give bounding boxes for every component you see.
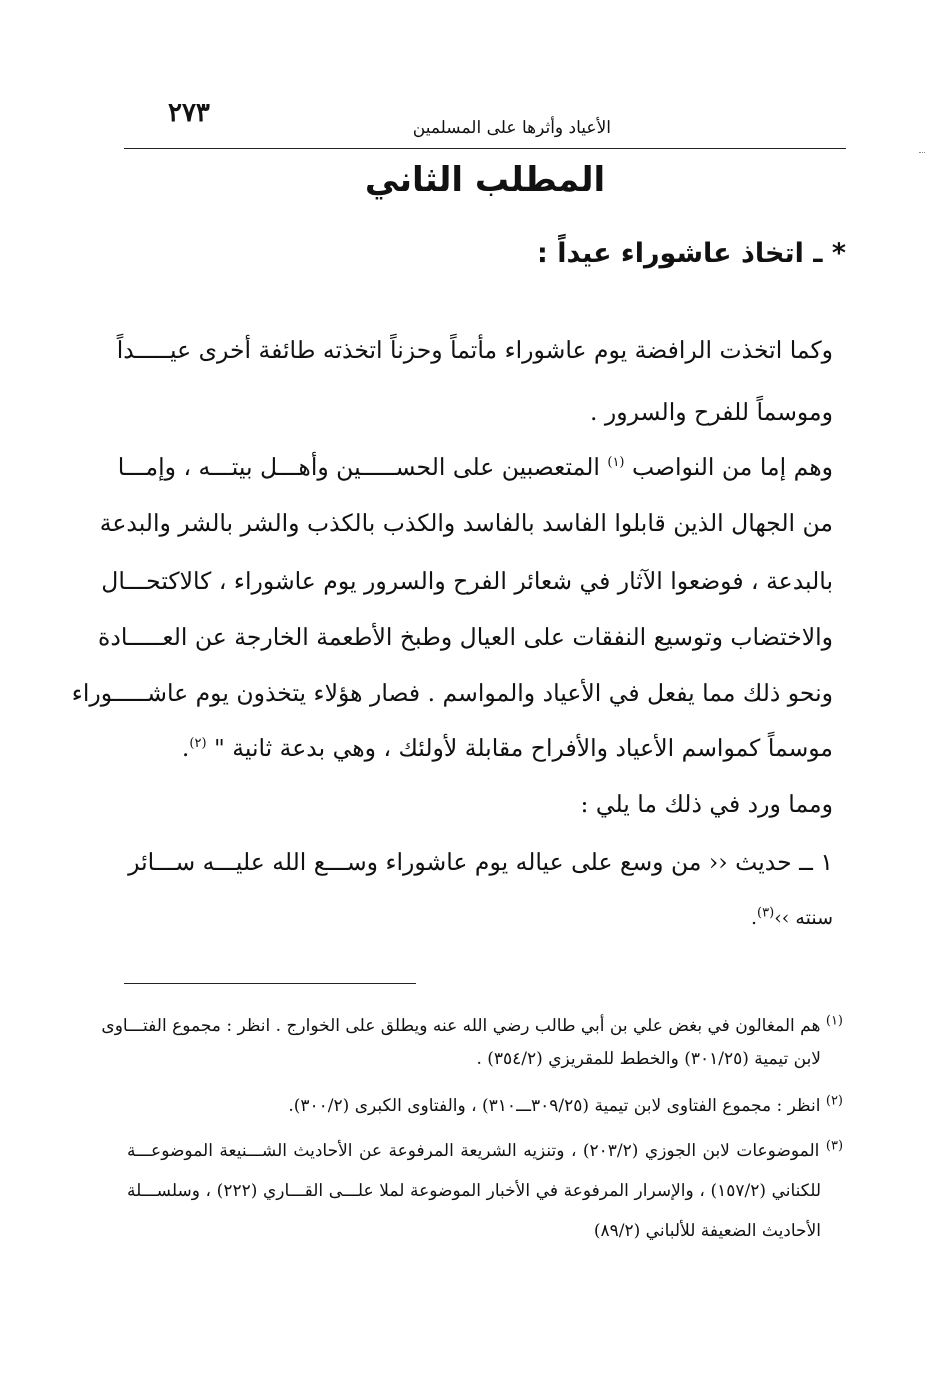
body-line-8-text: موسماً كمواسم الأعياد والأفراح مقابلة لأولئك ، وهي بدعة ثانية "	[206, 734, 833, 762]
footnote-rule	[124, 983, 416, 984]
running-title: الأعياد وأثرها على المسلمين	[412, 118, 611, 138]
body-line-8	[128, 728, 833, 768]
footnote-2	[127, 1092, 843, 1120]
footnote-1-marker: (١)	[825, 1013, 843, 1029]
scan-speck	[919, 152, 925, 155]
footnote-1-line-2: لابن تيمية (٣٠١/٢٥) والخطط للمقريزي (٣٥٤/٢) .	[476, 1049, 821, 1069]
body-line-5: بالبدعة ، فوضعوا الآثار في شعائر الفرح والسرور يوم عاشوراء ، كالاكتحـــال	[101, 567, 833, 595]
footnote-3-line-1	[127, 1137, 843, 1165]
body-line-1: وكما اتخذت الرافضة يوم عاشوراء مأتماً وحزناً اتخذته طائفة أخرى عيـــــداً	[116, 336, 833, 364]
footnote-3-line-3: الأحاديث الضعيفة للألباني (٨٩/٢)	[593, 1221, 821, 1241]
body-line-11-text: سنته ››	[774, 907, 833, 929]
footnote-2-text: انظر : مجموع الفتاوى لابن تيمية (٣٠٩/٢٥ـــ٣١٠) ، والفتاوى الكبرى (٣٠٠/٢).	[288, 1096, 821, 1116]
body-line-2: وموسماً للفرح والسرور .	[589, 398, 833, 426]
page-number: ٢٧٣	[168, 98, 210, 128]
body-line-4: من الجهال الذين قابلوا الفاسد بالفاسد والكذب بالكذب والشر بالشر والبدعة	[99, 509, 833, 537]
footnote-ref-2: (٢)	[189, 736, 207, 752]
subheading: * ـ اتخاذ عاشوراء عيداً :	[537, 238, 846, 269]
body-line-3	[117, 447, 833, 487]
section-title: المطلب الثاني	[364, 160, 606, 200]
body-line-11	[153, 898, 833, 938]
footnote-1-line-1	[101, 1012, 843, 1040]
body-line-11-period: .	[751, 907, 758, 929]
footnote-3-text: الموضوعات لابن الجوزي (٢٠٣/٢) ، وتنزيه الشريعة المرفوعة عن الأحاديث الشـــنيعة الموضوعـــة	[127, 1141, 820, 1161]
footnote-2-marker: (٢)	[825, 1093, 843, 1109]
body-line-9: ومما ورد في ذلك ما يلي :	[580, 790, 833, 818]
body-line-3-end: المتعصبين على الحســـــين وأهـــل بيتـــه ، وإمـــا	[117, 453, 608, 481]
footnote-ref-3: (٣)	[757, 905, 775, 921]
body-line-7: ونحو ذلك مما يفعل في الأعياد والمواسم . فصار هؤلاء يتخذون يوم عاشـــــوراء	[71, 679, 833, 707]
body-line-3-start: وهم إما من النواصب	[624, 453, 833, 481]
footnote-ref-1: (١)	[607, 455, 625, 471]
footnote-3-line-2: للكناني (١٥٧/٢) ، والإسرار المرفوعة في الأخبار الموضوعة لملا علـــى القـــاري (٢٢٢) ، وسلســـلة	[127, 1181, 822, 1201]
footnote-3-marker: (٣)	[825, 1138, 844, 1154]
body-line-10: ١ ــ حديث ‹‹ من وسع على عياله يوم عاشوراء وســـع الله عليـــه ســـائر	[128, 848, 833, 876]
header-rule	[124, 148, 846, 149]
body-line-8-period: .	[181, 734, 190, 762]
footnote-1-text: هم المغالون في بغض علي بن أبي طالب رضي الله عنه ويطلق على الخوارج . انظر : مجموع الفتـــاوى	[101, 1016, 821, 1036]
body-line-6: والاختضاب وتوسيع النفقات على العيال وطبخ الأطعمة الخارجة عن العـــــادة	[98, 623, 833, 651]
